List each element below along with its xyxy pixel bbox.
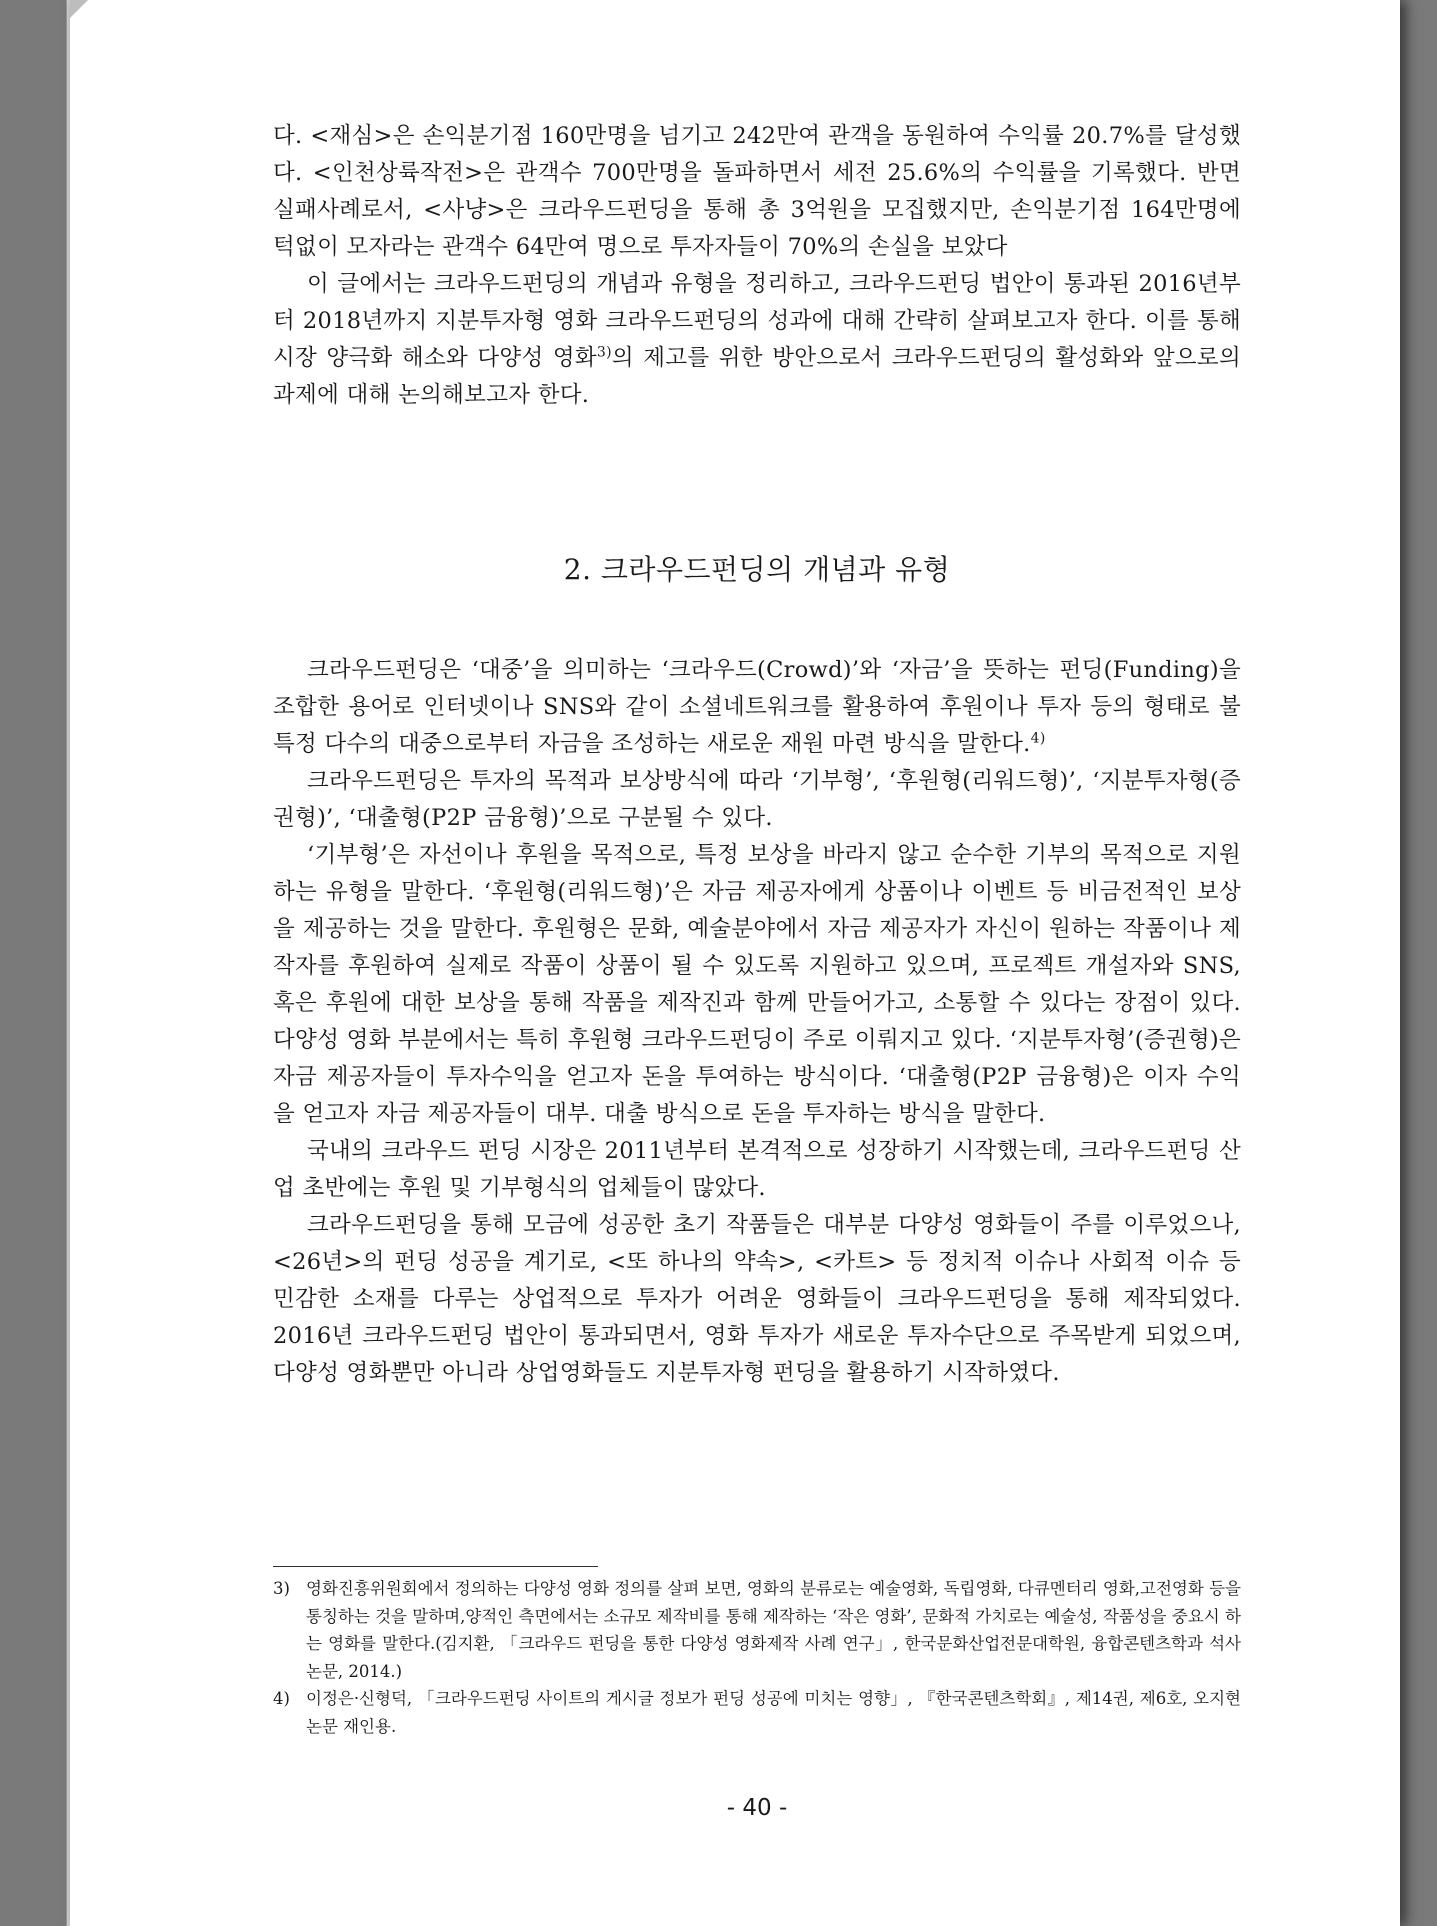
footnote-3 xyxy=(273,1575,1241,1685)
page-corner-fold xyxy=(70,0,88,18)
body-paragraph-5: 크라우드펀딩을 통해 모금에 성공한 초기 작품들은 대부분 다양성 영화들이 주를 이루었으나, <26년>의 펀딩 성공을 계기로, <또 하나의 약속>, <카트> 등 정치적 이슈나 사회적 이슈 등 민감한 소재를 다루는 상업적으로 투자가 어려운 영화들이 크라우드펀딩을 통해 제작되었다. 2016년 크라우드펀딩 법안이 통과되면서, 영화 투자가 새로운 투자수단으로 주목받게 되었으며, 다양성 영화뿐만 아니라 상업영화들도 지분투자형 펀딩을 활용하기 시작하였다. xyxy=(273,1212,1241,1386)
body-paragraph-3: ‘기부형’은 자선이나 후원을 목적으로, 특정 보상을 바라지 않고 순수한 기부의 목적으로 지원하는 유형을 말한다. ‘후원형(리워드형)’은 자금 제공자에게 상품이나 이벤트 등 비금전적인 보상을 제공하는 것을 말한다. 후원형은 문화, 예술분야에서 자금 제공자가 자신이 원하는 작품이나 제작자를 후원하여 실제로 작품이 상품이 될 수 있도록 지원하고 있으며, 프로젝트 개설자와 SNS, 혹은 후원에 대한 보상을 통해 작품을 제작진과 함께 만들어가고, 소통할 수 있다는 장점이 있다. 다양성 영화 부분에서는 특히 후원형 크라우드펀딩이 주로 이뤄지고 있다. ‘지분투자형’(증권형)은 자금 제공자들이 투자수익을 얻고자 돈을 투여하는 방식이다. ‘대출형(P2P 금융형)은 이자 수익을 얻고자 자금 제공자들이 대부. 대출 방식으로 돈을 투자하는 방식을 말한다. xyxy=(273,842,1241,1127)
footnote-number: 4) xyxy=(273,1689,290,1708)
footnotes-section xyxy=(273,1575,1241,1740)
intro-paragraph-2-text-a: 이 글에서는 크라우드펀딩의 개념과 유형을 정리하고, 크라우드펀딩 법안이 통과된 2016년부터 2018년까지 지분투자형 영화 크라우드펀딩의 성과에 대해 간략히 살펴보고자 한다. 이를 통해 시장 양극화 해소와 다양성 영화 xyxy=(273,271,1241,371)
intro-paragraph-2 xyxy=(273,266,1241,414)
footnote-text: 이정은·신형덕, 「크라우드펀딩 사이트의 게시글 정보가 펀딩 성공에 미치는 영향」, 『한국콘텐츠학회』, 제14권, 제6호, 오지현 논문 재인용. xyxy=(306,1689,1241,1736)
intro-text-block xyxy=(273,118,1241,414)
body-paragraph-2: 크라우드펀딩은 투자의 목적과 보상방식에 따라 ‘기부형’, ‘후원형(리워드형)’, ‘지분투자형(증권형)’, ‘대출형(P2P 금융형)’으로 구분될 수 있다. xyxy=(273,768,1241,831)
footnote-ref-3[interactable]: 3) xyxy=(596,344,612,361)
intro-paragraph-1: 다. <재심>은 손익분기점 160만명을 넘기고 242만여 관객을 동원하여 수익률 20.7%를 달성했다. <인천상륙작전>은 관객수 700만명을 돌파하면서 세전 25.6%의 수익률을 기록했다. 반면 실패사례로서, <사냥>은 크라우드펀딩을 통해 총 3억원을 모집했지만, 손익분기점 164만명에 턱없이 모자라는 관객수 64만여 명으로 투자자들이 70%의 손실을 보았다 xyxy=(273,123,1241,260)
intro-paragraph-2-text-b: 의 제고를 위한 방안으로서 크라우드펀딩의 활성화와 앞으로의 과제에 대해 논의해보고자 한다. xyxy=(273,345,1242,408)
section-title: 2. 크라우드펀딩의 개념과 유형 xyxy=(563,553,951,586)
footnote-text: 영화진흥위원회에서 정의하는 다양성 영화 정의를 살펴 보면, 영화의 분류로는 예술영화, 독립영화, 다큐멘터리 영화,고전영화 등을 통칭하는 것을 말하며,양적인 측면에서는 소규모 제작비를 통해 제작하는 ‘작은 영화’, 문화적 가치로는 예술성, 작품성을 중요시 하는 영화를 말한다.(김지환, 「크라우드 펀딩을 통한 다양성 영화제작 사례 연구」, 한국문화산업전문대학원, 융합콘텐츠학과 석사논문, 2014.) xyxy=(306,1579,1241,1681)
body-paragraph-4: 국내의 크라우드 펀딩 시장은 2011년부터 본격적으로 성장하기 시작했는데, 크라우드펀딩 산업 초반에는 후원 및 기부형식의 업체들이 많았다. xyxy=(273,1138,1241,1201)
body-text-block xyxy=(273,652,1241,1392)
footnote-ref-4[interactable]: 4) xyxy=(1030,730,1046,747)
page-number: - 40 - xyxy=(726,1795,788,1821)
body-paragraph-1 xyxy=(273,652,1241,763)
body-paragraph-1-text: 크라우드펀딩은 ‘대중’을 의미하는 ‘크라우드(Crowd)’와 ‘자금’을 뜻하는 펀딩(Funding)을 조합한 용어로 인터넷이나 SNS와 같이 소셜네트워크를 활용하여 후원이나 투자 등의 형태로 불특정 다수의 대중으로부터 자금을 조성하는 새로운 재원 마련 방식을 말한다. xyxy=(273,657,1241,757)
footnote-number: 3) xyxy=(273,1579,290,1598)
footnote-divider xyxy=(273,1566,598,1567)
footnote-4 xyxy=(273,1685,1241,1740)
